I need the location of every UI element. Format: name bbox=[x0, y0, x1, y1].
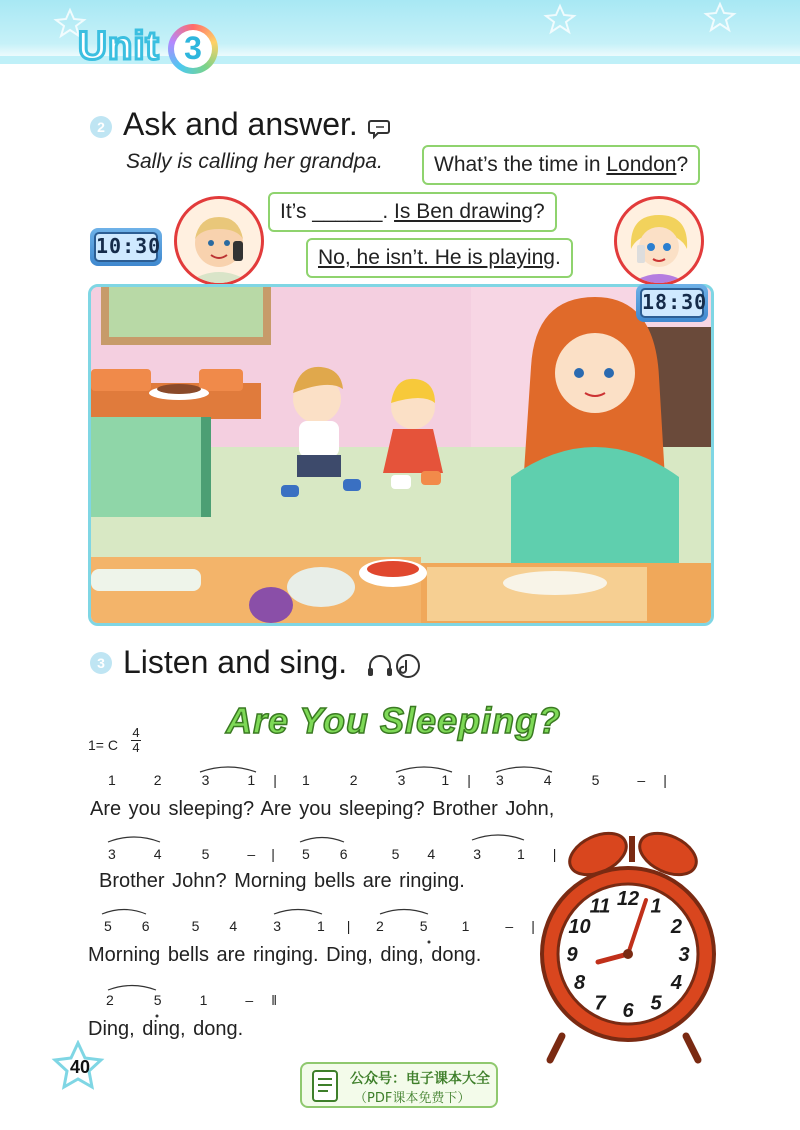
barline: | bbox=[663, 772, 667, 788]
section-2-title: Ask and answer. bbox=[123, 106, 358, 142]
song-key: 1= C bbox=[88, 737, 118, 753]
notes-line-3-a bbox=[104, 918, 350, 934]
clock-number: 1 bbox=[650, 895, 662, 918]
note: 3 bbox=[473, 846, 481, 862]
note: 6 bbox=[339, 846, 348, 862]
section-3-badge: 3 bbox=[90, 652, 112, 674]
clock-time: 18:30 bbox=[640, 288, 704, 318]
page-number: 40 bbox=[70, 1057, 91, 1077]
section-3-title: Listen and sing. bbox=[123, 644, 348, 680]
note: 4 bbox=[153, 846, 162, 862]
barline: | bbox=[467, 772, 471, 788]
unit-label: Unit bbox=[78, 24, 160, 68]
note: 1 bbox=[461, 918, 470, 934]
clock-number: 9 bbox=[566, 944, 578, 966]
note: 2 bbox=[349, 772, 358, 788]
unit-number: 3 bbox=[174, 30, 212, 68]
note: 5 bbox=[153, 992, 162, 1008]
note: – bbox=[245, 992, 254, 1008]
clock-number: 3 bbox=[678, 944, 690, 966]
note: 5 bbox=[104, 918, 112, 934]
notes-line-1-a bbox=[108, 772, 277, 788]
note: 3 bbox=[496, 772, 504, 788]
barline: | bbox=[271, 846, 275, 862]
barline: | bbox=[531, 918, 535, 934]
note: 1 bbox=[247, 772, 256, 788]
note: 3 bbox=[273, 918, 281, 934]
place-name: London bbox=[606, 153, 677, 176]
clock-number: 4 bbox=[670, 972, 683, 994]
clock-number: 12 bbox=[616, 888, 640, 910]
note: 4 bbox=[543, 772, 552, 788]
bubble-question: Is Ben drawing bbox=[394, 200, 533, 223]
note: 3 bbox=[201, 772, 210, 788]
lyric-line-4: Ding, ding, dong. bbox=[88, 1018, 244, 1040]
note: 3 bbox=[108, 846, 116, 862]
notes-line-4 bbox=[106, 992, 277, 1008]
lyric-line-2: Brother John? Morning bells are ringing. bbox=[99, 870, 465, 892]
time-sig-top: 4 bbox=[132, 725, 140, 740]
note: 5 bbox=[419, 918, 428, 934]
bubble-text: . bbox=[382, 200, 395, 223]
notes-line-1-b bbox=[302, 772, 471, 788]
notes-line-3-b bbox=[376, 918, 535, 934]
clock-number: 10 bbox=[568, 916, 591, 938]
bubble-punct: ? bbox=[676, 153, 689, 176]
clock-number: 8 bbox=[573, 972, 586, 994]
note: – bbox=[505, 918, 514, 934]
note: 6 bbox=[141, 918, 150, 934]
bubble-punct: . bbox=[554, 246, 561, 269]
time-sig-bottom: 4 bbox=[132, 740, 140, 755]
note: 2 bbox=[376, 918, 384, 934]
barline: | bbox=[273, 772, 277, 788]
alarm-clock-illustration bbox=[540, 826, 716, 1070]
notes-line-2-a bbox=[108, 846, 275, 862]
clock-number: 5 bbox=[650, 992, 662, 1015]
notes-line-1-c bbox=[496, 772, 667, 788]
note: 5 bbox=[302, 846, 310, 862]
bubble-text: What’s the time in bbox=[434, 153, 607, 176]
watermark-line-2: （PDF课本免费下） bbox=[354, 1091, 471, 1106]
note: 3 bbox=[397, 772, 406, 788]
bubble-text: No, he isn’t. He is playing bbox=[318, 246, 555, 269]
note: 5 bbox=[391, 846, 400, 862]
note: – bbox=[247, 846, 256, 862]
clock-number: 11 bbox=[589, 895, 611, 918]
lyric-line-3: Morning bells are ringing. Ding, ding, dong. bbox=[88, 944, 482, 966]
note: 1 bbox=[316, 918, 325, 934]
note: 2 bbox=[153, 772, 162, 788]
clock-number: 7 bbox=[594, 992, 606, 1015]
lyric-line-1: Are you sleeping? Are you sleeping? Brother John, bbox=[90, 798, 555, 820]
clock-number: 6 bbox=[622, 1000, 634, 1022]
answer-blank[interactable]: ______ bbox=[312, 200, 383, 223]
note: 5 bbox=[591, 772, 600, 788]
note: – bbox=[637, 772, 646, 788]
note: 5 bbox=[191, 918, 200, 934]
note: 5 bbox=[201, 846, 210, 862]
note: 1 bbox=[516, 846, 525, 862]
end-barline: ‖ bbox=[271, 992, 277, 1008]
note: 2 bbox=[106, 992, 114, 1008]
bubble-text: It’s bbox=[280, 200, 313, 223]
clock-time: 10:30 bbox=[94, 232, 158, 262]
song-title: Are You Sleeping? bbox=[226, 700, 562, 741]
note: 4 bbox=[229, 918, 238, 934]
note: 1 bbox=[108, 772, 116, 788]
bubble-punct: ? bbox=[532, 200, 545, 223]
note: 1 bbox=[302, 772, 310, 788]
note: 1 bbox=[441, 772, 450, 788]
note: 1 bbox=[199, 992, 208, 1008]
notes-line-2-b bbox=[302, 846, 556, 862]
clock-number: 2 bbox=[670, 916, 683, 938]
barline: | bbox=[552, 846, 557, 862]
barline: | bbox=[346, 918, 351, 934]
watermark-line-1: 公众号：电子课本大全 bbox=[350, 1071, 490, 1087]
section-2-badge: 2 bbox=[90, 116, 112, 138]
intro-sentence: Sally is calling her grandpa. bbox=[126, 150, 383, 173]
note: 4 bbox=[427, 846, 436, 862]
document-icon bbox=[310, 1068, 340, 1104]
